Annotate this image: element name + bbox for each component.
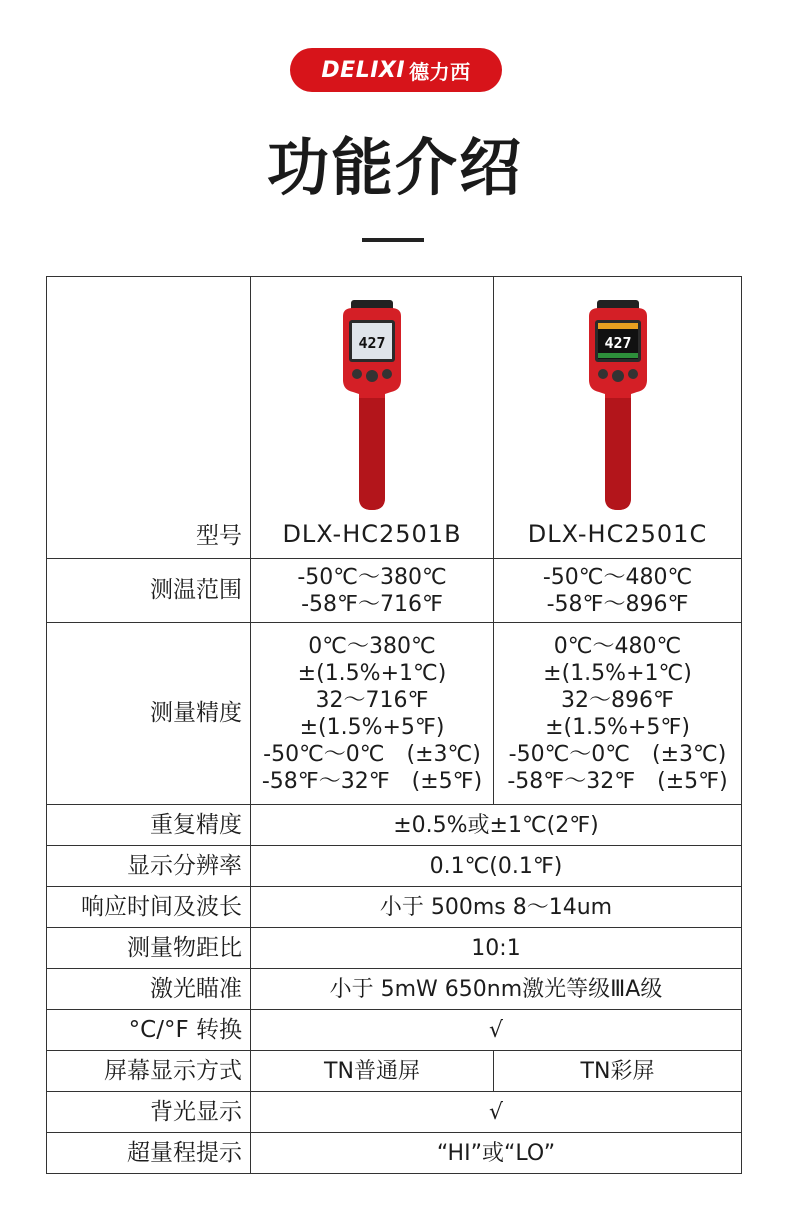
page-title: 功能介绍 [266, 131, 523, 204]
accuracy-b-line: 0℃～380℃ [308, 633, 436, 659]
laser-label: 激光瞄准 [47, 969, 251, 1010]
ds-ratio-row [47, 928, 742, 969]
accuracy-c-line: ±(1.5%+5℉) [545, 714, 690, 740]
ds-ratio-label: 测量物距比 [47, 928, 251, 969]
brand-logo [290, 48, 502, 92]
backlight-row [47, 1092, 742, 1133]
model-row [47, 277, 742, 559]
range-c-value [494, 559, 742, 623]
range-b-line: -58℉～716℉ [301, 591, 443, 617]
accuracy-c-line: ±(1.5%+1℃) [543, 660, 692, 686]
ds-ratio-value: 10:1 [251, 928, 742, 969]
response-label: 响应时间及波长 [47, 887, 251, 928]
screen-b-value: TN普通屏 [251, 1051, 494, 1092]
repeat-label: 重复精度 [47, 805, 251, 846]
repeat-value: ±0.5%或±1℃(2℉) [251, 805, 742, 846]
accuracy-c-value [494, 623, 742, 805]
unit-switch-label: °C/°F 转换 [47, 1010, 251, 1051]
range-b-value [251, 559, 494, 623]
resolution-value: 0.1℃(0.1℉) [251, 846, 742, 887]
model-label: 型号 [47, 277, 251, 559]
accuracy-c-line: 0℃～480℃ [553, 633, 682, 659]
range-c-line: -58℉～896℉ [546, 591, 689, 617]
accuracy-b-line: ±(1.5%+5℉) [299, 714, 445, 740]
unit-switch-value: √ [251, 1010, 742, 1051]
response-value: 小于 500ms 8～14um [251, 887, 742, 928]
accuracy-c-line: -50℃～0℃ (±3℃) [508, 741, 727, 767]
range-label: 测温范围 [47, 559, 251, 623]
repeat-row [47, 805, 742, 846]
screen-c-value: TN彩屏 [494, 1051, 742, 1092]
resolution-row [47, 846, 742, 887]
response-row [47, 887, 742, 928]
brand-logo-zh: 德力西 [409, 59, 471, 84]
laser-value: 小于 5mW 650nm激光等级ⅢA级 [251, 969, 742, 1010]
accuracy-b-line: ±(1.5%+1℃) [297, 660, 447, 686]
backlight-value: √ [251, 1092, 742, 1133]
accuracy-c-line: 32～896℉ [561, 687, 674, 713]
model-c-name: DLX-HC2501C [527, 520, 708, 548]
accuracy-c-line: -58℉～32℉ (±5℉) [507, 768, 728, 794]
range-c-line: -50℃～480℃ [542, 564, 693, 590]
resolution-label: 显示分辨率 [47, 846, 251, 887]
accuracy-b-line: 32～716℉ [315, 687, 429, 713]
unit-switch-row [47, 1010, 742, 1051]
accuracy-label: 测量精度 [47, 623, 251, 805]
screen-row [47, 1051, 742, 1092]
brand-logo-en: DELIXI [321, 57, 406, 83]
overrange-label: 超量程提示 [47, 1133, 251, 1174]
accuracy-b-line: -58℉～32℉ (±5℉) [261, 768, 483, 794]
accuracy-b-value [251, 623, 494, 805]
overrange-row [47, 1133, 742, 1174]
accuracy-b-line: -50℃～0℃ (±3℃) [263, 741, 481, 767]
range-b-line: -50℃～380℃ [297, 564, 447, 590]
thermometer-c-reading: 427 [603, 334, 632, 352]
overrange-value: “HI”或“LO” [251, 1133, 742, 1174]
thermometer-c-image [583, 298, 653, 513]
model-c-cell [494, 277, 742, 559]
model-b-name: DLX-HC2501B [282, 520, 462, 548]
backlight-label: 背光显示 [47, 1092, 251, 1133]
model-b-cell [251, 277, 494, 559]
title-divider [362, 238, 424, 242]
spec-table [46, 276, 742, 1174]
laser-row [47, 969, 742, 1010]
thermometer-b-image [337, 298, 407, 513]
accuracy-row [47, 623, 742, 805]
thermometer-b-reading: 427 [358, 334, 386, 352]
range-row [47, 559, 742, 623]
screen-label: 屏幕显示方式 [47, 1051, 251, 1092]
